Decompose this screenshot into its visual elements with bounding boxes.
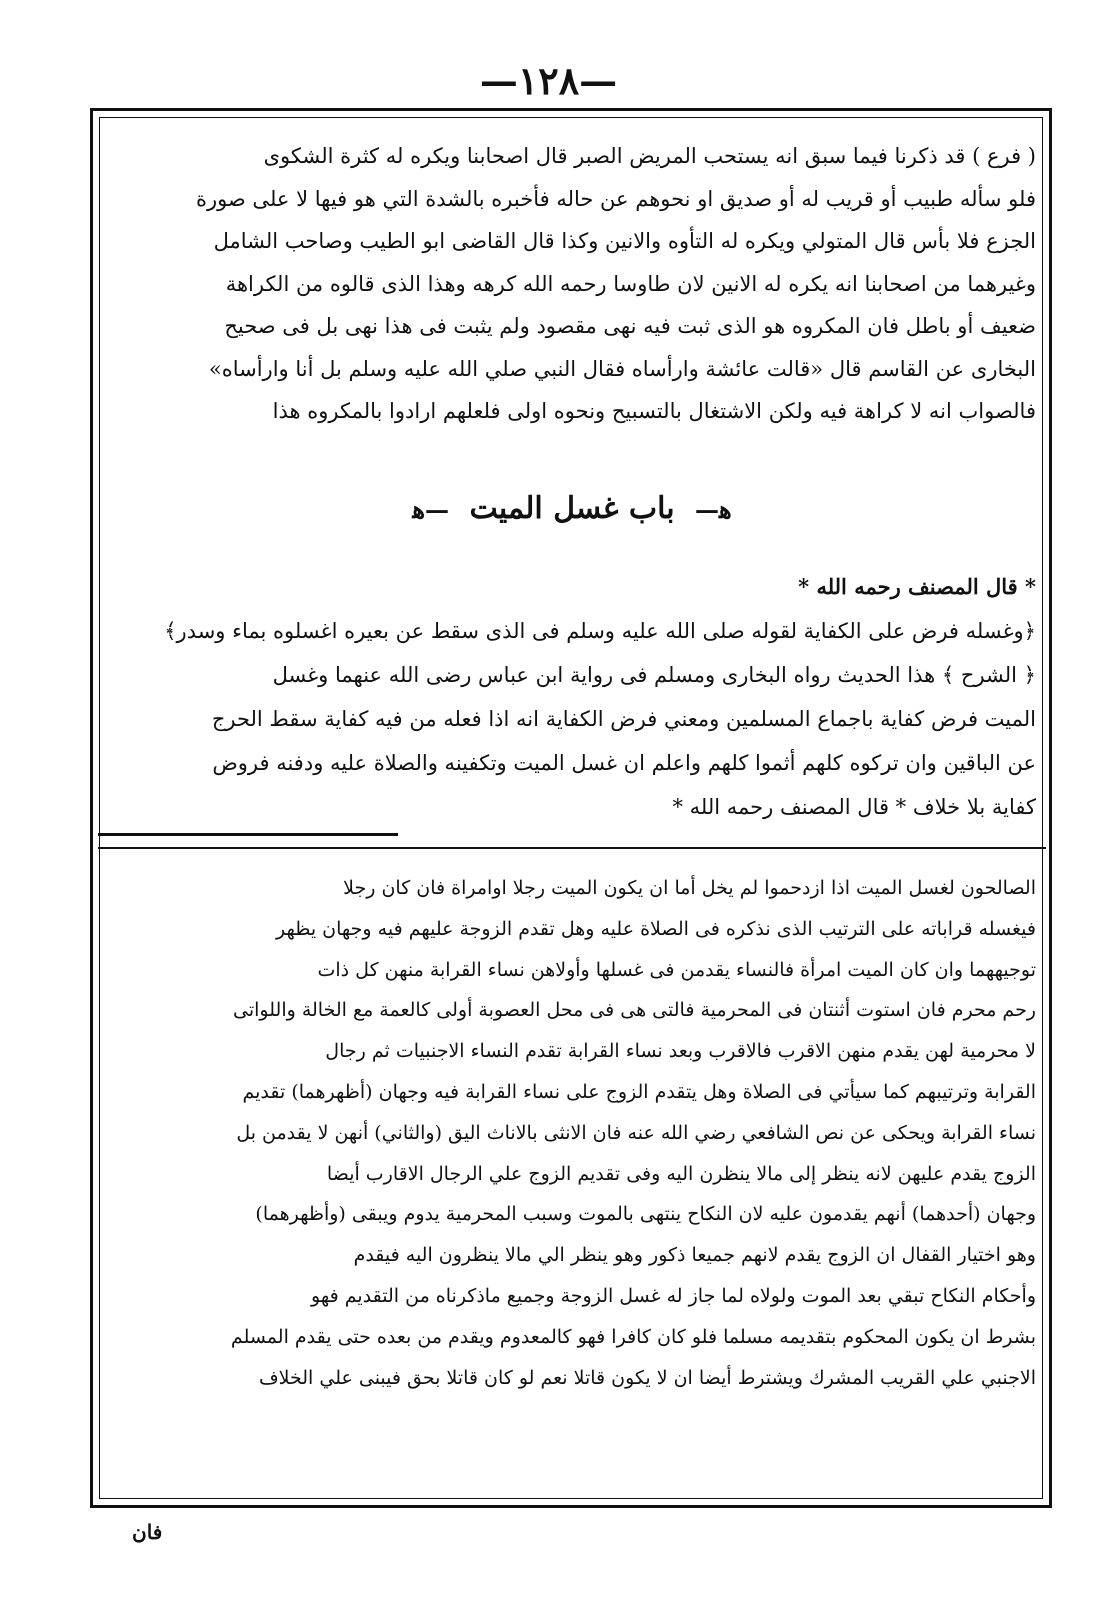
heading-ornament-left: —ﻫ	[412, 495, 449, 524]
commentary-line: ﴿ الشرح ﴾ هذا الحديث رواه البخارى ومسلم فى رواية ابن عباس رضى الله عنهما وغسل	[272, 663, 1036, 687]
commentary-line: كفاية بلا خلاف * قال المصنف رحمه الله *	[672, 795, 1036, 819]
author-said-line: * قال المصنف رحمه الله *	[798, 574, 1036, 599]
page-number: —١٢٨—	[479, 58, 618, 103]
catchword: فان	[132, 1520, 163, 1544]
footnote-line: وجهان (أحدهما) أنهم يقدمون عليه لان النكاح ينتهى بالموت وسبب المحرمية يدوم ويبقى (وأظهرهما)	[255, 1203, 1036, 1226]
main-text-line: الجزع فلا بأس قال المتولي ويكره له التأوه والانين وكذا قال القاضى ابو الطيب وصاحب الشامل	[213, 229, 1036, 253]
footnote-block	[108, 868, 1036, 1398]
main-text-line: فلو سأله طبيب أو قريب له أو صديق او نحوهم عن حاله فأخبره بالشدة التي هو فيها لا على صورة	[195, 186, 1036, 211]
commentary-line: ﴿وغسله فرض على الكفاية لقوله صلى الله عليه وسلم فى الذى سقط عن بعيره اغسلوه بماء وسدر﴾	[164, 619, 1036, 643]
footnote-line: الاجنبي علي القريب المشرك ويشترط أيضا ان لا يكون قاتلا نعم لو كان قاتلا بحق فيبنى علي الخلاف	[258, 1366, 1036, 1389]
footnote-line: وهو اختيار القفال ان الزوج يقدم لانهم جميعا ذكور وهو ينظر الي مالا ينظرون اليه فيقدم	[353, 1244, 1036, 1267]
commentary-line: عن الباقين وان تركوه كلهم أثموا كلهم واعلم ان غسل الميت وتكفينه والصلاة عليه ودفنه فروض	[212, 751, 1036, 775]
main-text-line: ( فرع ) قد ذكرنا فيما سبق انه يستحب المريض الصبر قال اصحابنا ويكره له كثرة الشكوى	[263, 144, 1036, 168]
footnote-line: القرابة وترتيبهم كما سيأتي فى الصلاة وهل يتقدم الزوج على نساء القرابة فيه وجهان (أظهرهما) تقديم	[242, 1080, 1036, 1103]
footnote-line: وأحكام النكاح تبقي بعد الموت ولولاه لما جاز له غسل الزوجة وجميع ماذكرناه من التقديم فهو	[311, 1284, 1036, 1307]
heading-ornament-right: ﻫ—	[695, 495, 732, 524]
commentary-block	[108, 565, 1036, 829]
main-text-line: وغيرهما من اصحابنا انه يكره له الانين لان طاوسا رحمه الله كرهه وهذا الذى قالوه من الكراهة	[225, 271, 1036, 296]
chapter-heading-text: باب غسل الميت	[469, 491, 675, 526]
footnote-line: توجيههما وان كان الميت امرأة فالنساء يقدمن فى غسلها وأولاهن نساء القرابة منهن كل ذات	[317, 958, 1036, 981]
footnote-line: بشرط ان يكون المحكوم بتقديمه مسلما فلو كان كافرا فهو كالمعدوم ويقدم من بعده حتى يقدم المسلم	[230, 1325, 1036, 1348]
footnote-line: الصالحون لغسل الميت اذا ازدحموا لم يخل أما ان يكون الميت رجلا اوامراة فان كان رجلا	[343, 877, 1036, 899]
main-text-block	[108, 135, 1036, 433]
footnote-divider	[98, 847, 1046, 849]
section-divider-short	[98, 833, 398, 836]
main-text-line: ضعيف أو باطل فان المكروه هو الذى ثبت فيه نهى مقصود ولم يثبت فى هذا نهى بل فى صحيح	[224, 314, 1036, 338]
main-text-line: فالصواب انه لا كراهة فيه ولكن الاشتغال بالتسبيح ونحوه اولى فلعلهم ارادوا بالمكروه هذا	[272, 399, 1036, 423]
main-text-line: البخارى عن القاسم قال «قالت عائشة وارأساه فقال النبي صلي الله عليه وسلم بل أنا وارأساه»	[208, 356, 1036, 381]
footnote-line: رحم محرم فان استوت أثنتان فى المحرمية فالتى هى فى محل العصوبة أولى كالعمة مع الخالة واللواتى	[233, 999, 1036, 1022]
footnote-line: الزوج يقدم عليهن لانه ينظر إلى مالا ينظرن اليه وفى تقديم الزوج علي الرجال الاقارب أيضا	[326, 1162, 1036, 1185]
footnote-line: فيغسله قراباته على الترتيب الذى نذكره فى الصلاة عليه وهل تقدم الزوجة عليهم فيه وجهان يظهر	[276, 917, 1036, 940]
chapter-heading	[108, 487, 1036, 532]
footnote-line: لا محرمية لهن يقدم منهن الاقرب فالاقرب وبعد نساء القرابة تقدم النساء الاجنبيات ثم رجال	[325, 1040, 1036, 1063]
commentary-line: الميت فرض كفاية باجماع المسلمين ومعني فرض الكفاية انه اذا فعله من فيه كفاية سقط الحرج	[211, 707, 1036, 731]
footnote-line: نساء القرابة ويحكى عن نص الشافعي رضي الله عنه فان الانثى بالاناث اليق (والثاني) أنهن لا يقدمن بل	[236, 1121, 1036, 1144]
